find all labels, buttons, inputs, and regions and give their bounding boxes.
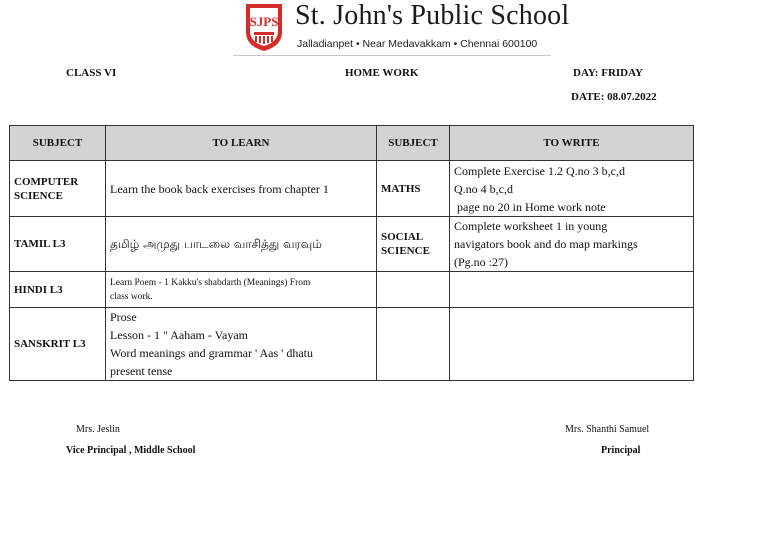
- table-row: [10, 217, 694, 272]
- subject-cell: TAMIL L3: [10, 217, 106, 272]
- principal-name: Mrs. Shanthi Samuel: [565, 424, 650, 435]
- subject-cell: MATHS: [377, 161, 450, 217]
- write-line: (Pg.no :27): [454, 255, 508, 269]
- subject-cell: COMPUTER SCIENCE: [10, 161, 106, 217]
- table-row: [10, 272, 694, 308]
- empty-write-cell: [450, 308, 694, 381]
- write-cell: [450, 161, 694, 217]
- write-cell: [450, 217, 694, 272]
- table-row: [10, 308, 694, 381]
- write-line: Q.no 4 b,c,d: [454, 181, 513, 196]
- learn-line: Learn Poem - 1 Kakku's shabdarth (Meanings) From: [110, 277, 311, 288]
- learn-cell: [106, 217, 377, 272]
- date-label: DATE: 08.07.2022: [571, 91, 657, 103]
- table-header-row: [10, 126, 694, 161]
- homework-title: HOME WORK: [345, 67, 419, 79]
- learn-line: Word meanings and grammar ' Aas ' dhatu: [110, 346, 313, 360]
- empty-subject-cell: [377, 308, 450, 381]
- table-row: [10, 161, 694, 217]
- principal-title: Principal: [601, 445, 641, 456]
- vice-principal-title: Vice Principal , Middle School: [66, 445, 196, 456]
- learn-cell: [106, 161, 377, 217]
- learn-line: Prose: [110, 310, 137, 324]
- logo-monogram: SJPS: [249, 14, 279, 29]
- learn-cell: [106, 272, 377, 308]
- empty-subject-cell: [377, 272, 450, 308]
- homework-table: [9, 125, 694, 381]
- header-to-learn: TO LEARN: [106, 126, 377, 161]
- subject-cell: HINDI L3: [10, 272, 106, 308]
- day-label: DAY: FRIDAY: [573, 67, 643, 79]
- subject-cell: SANSKRIT L3: [10, 308, 106, 381]
- write-line: page no 20 in Home work note: [454, 199, 606, 214]
- write-line: navigators book and do map markings: [454, 237, 638, 251]
- learn-line: class work.: [110, 291, 153, 302]
- empty-write-cell: [450, 272, 694, 308]
- subject-cell: SOCIAL SCIENCE: [377, 217, 450, 272]
- learn-line: தமிழ் அமுது பாடலை வாசித்து வரவும்: [110, 237, 322, 251]
- learn-line: Learn the book back exercises from chapter 1: [110, 181, 329, 196]
- header-to-write: TO WRITE: [450, 126, 694, 161]
- header-subject: SUBJECT: [377, 126, 450, 161]
- school-name: St. John's Public School: [295, 0, 570, 31]
- learn-line: present tense: [110, 364, 173, 378]
- class-label: CLASS VI: [66, 67, 117, 79]
- header-subject: SUBJECT: [10, 126, 106, 161]
- write-line: Complete worksheet 1 in young: [454, 219, 608, 233]
- header-divider: [233, 55, 551, 56]
- school-address: Jalladianpet • Near Medavakkam • Chennai 600100: [297, 38, 538, 50]
- vice-principal-name: Mrs. Jeslin: [76, 424, 120, 435]
- write-line: Complete Exercise 1.2 Q.no 3 b,c,d: [454, 163, 625, 178]
- learn-line: Lesson - 1 " Aaham - Vayam: [110, 328, 248, 342]
- school-logo: [242, 2, 286, 52]
- learn-cell: [106, 308, 377, 381]
